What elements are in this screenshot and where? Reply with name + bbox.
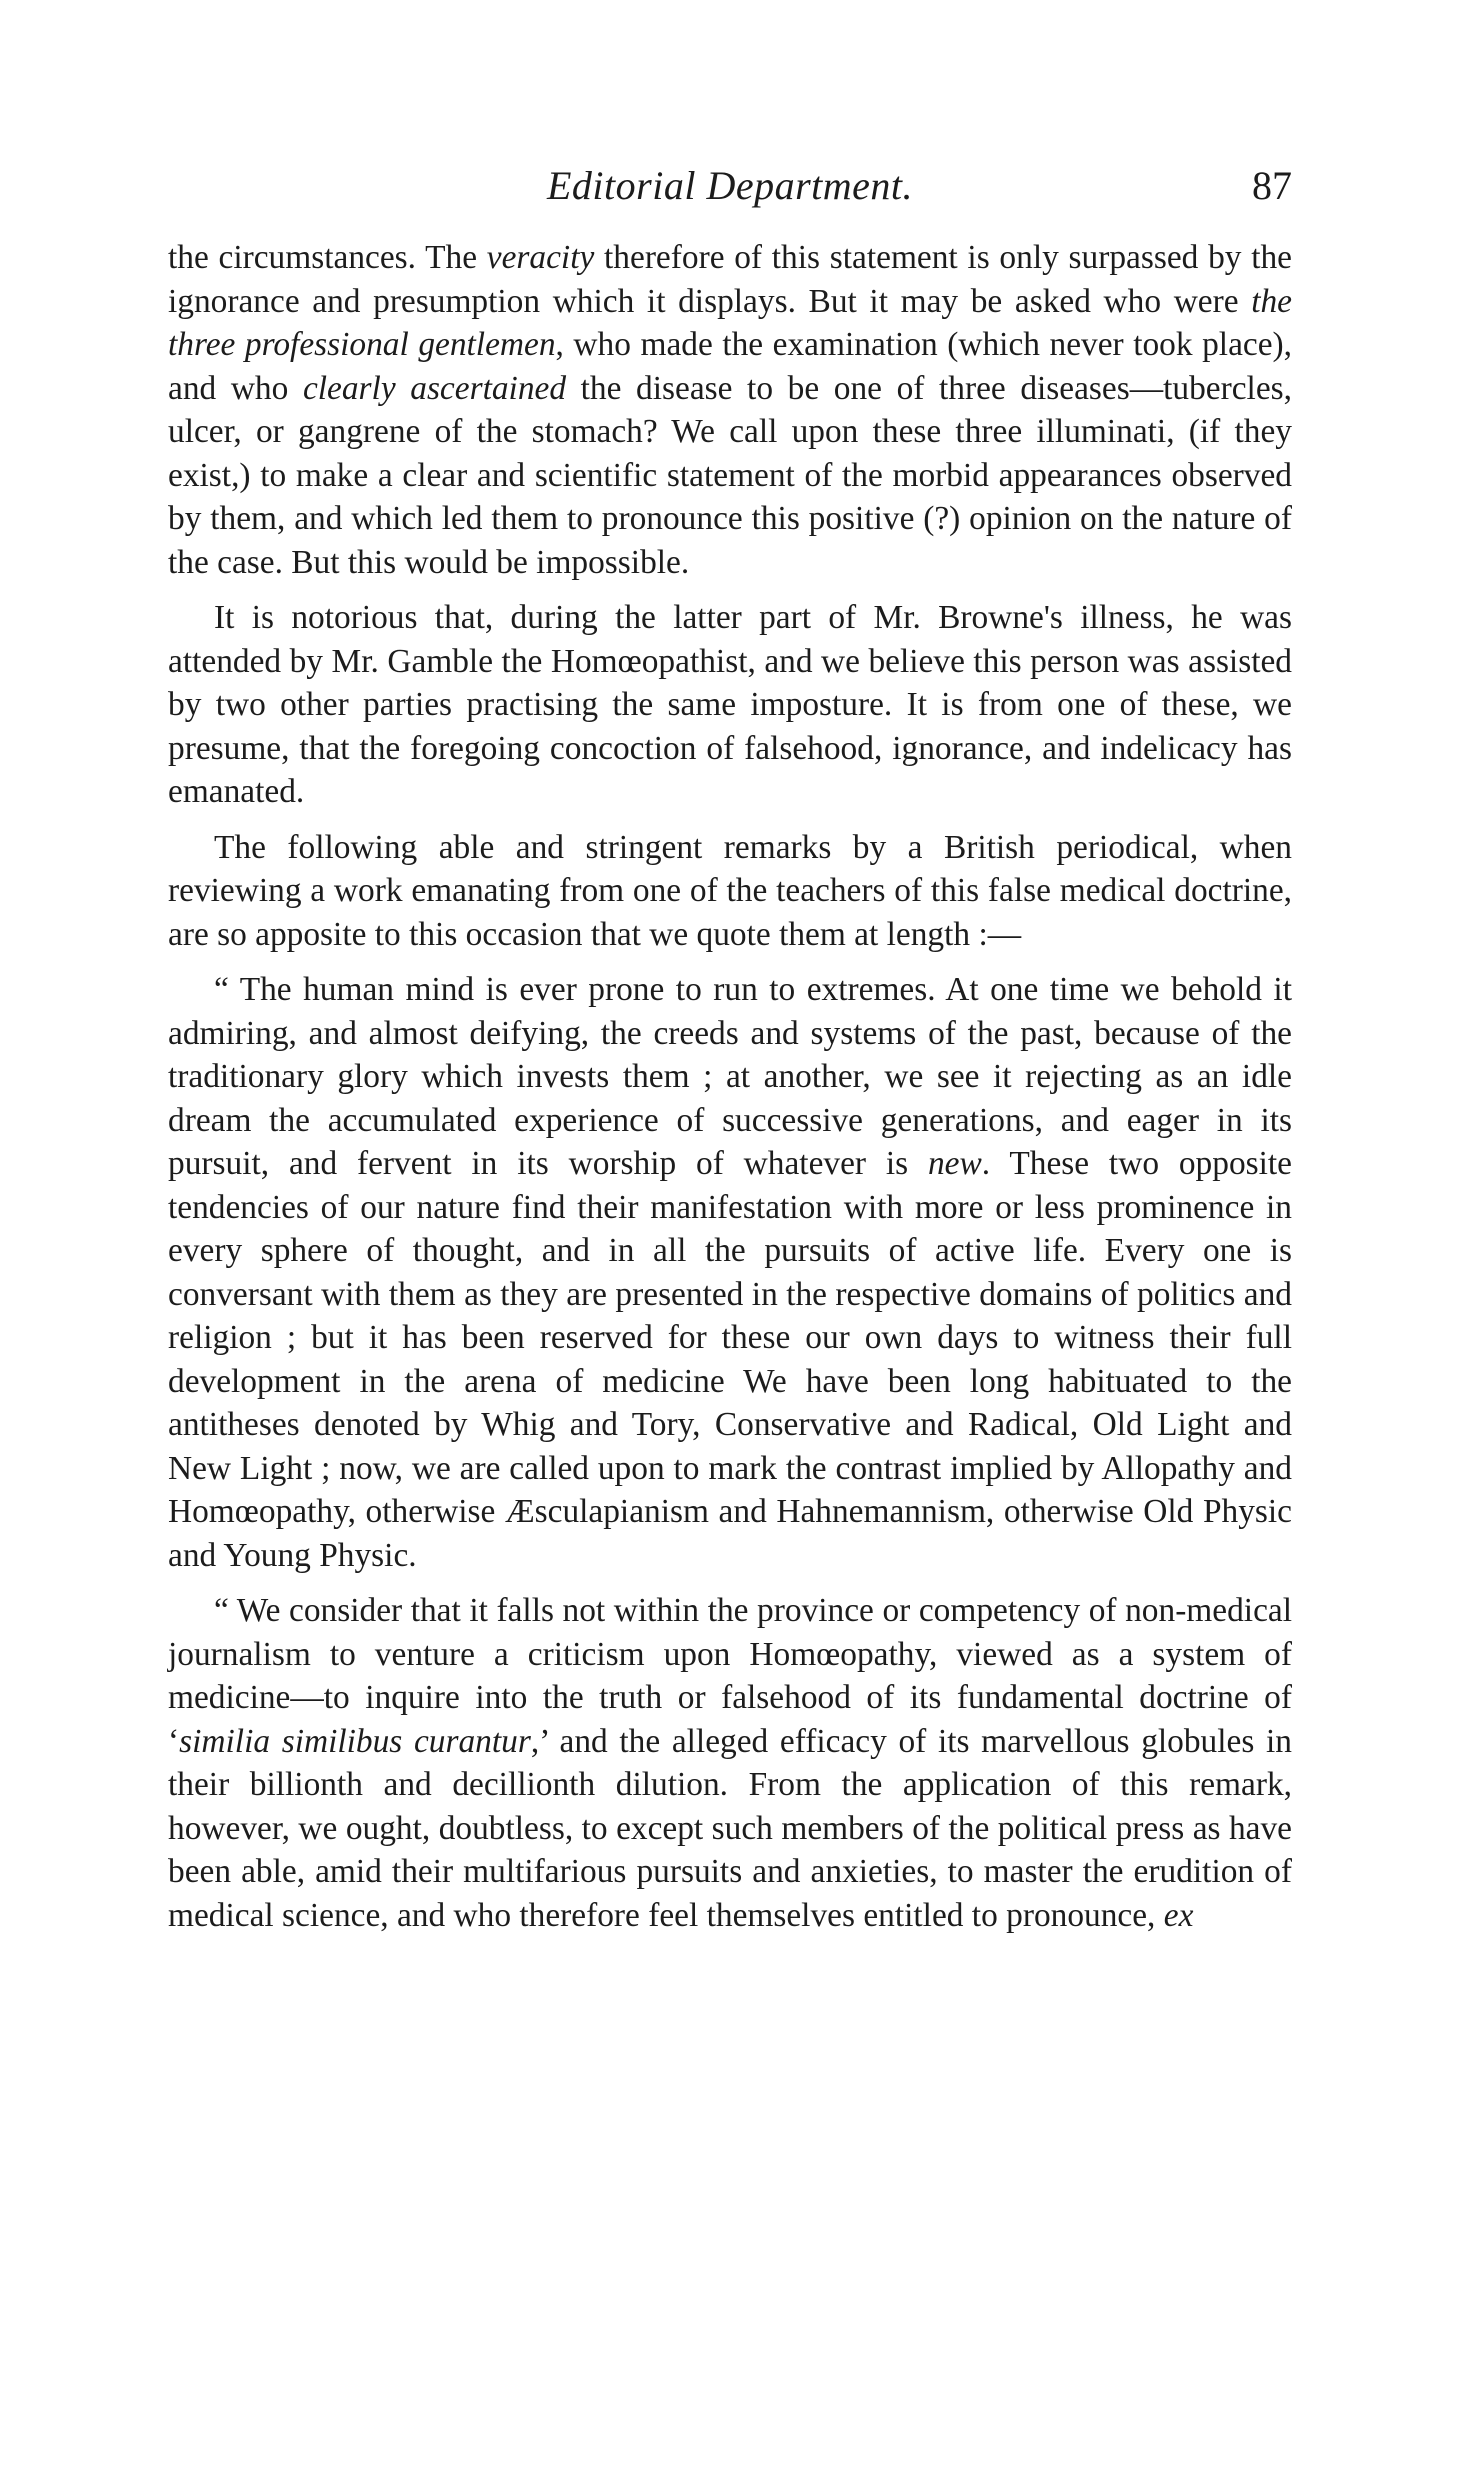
- quoted-paragraph: [168, 1589, 1292, 1937]
- italic-text: similia similibus curantur: [179, 1722, 531, 1760]
- paragraph: [168, 826, 1292, 957]
- italic-text: veracity: [486, 239, 595, 276]
- document-page: [168, 160, 1292, 1949]
- text-segment: therefore of this statement is only surpassed by the ignorance and presumption which it displays. But it may be asked who were: [168, 239, 1292, 320]
- quoted-paragraph: [168, 968, 1292, 1577]
- italic-text: clearly ascertained: [302, 369, 567, 407]
- text-segment: , who made the examination (which never took place), and who: [168, 326, 1292, 407]
- text-segment: ,’ and the alleged efficacy of its marvellous globules in their billionth and decillionth dilution. From the application of this remark, however, we ought, doubtless, to except such members of the political press as have been able, amid their multifarious pursuits and anxieties, to master the erudition of medical science, and who therefore feel themselves entitled to pronounce,: [168, 1722, 1292, 1934]
- text-segment: It is notorious that, during the latter part of Mr. Browne's illness, he was attended by Mr. Gamble the Homœopathist, and we believe this person was assisted by two other parties practising the same imposture. It is from one of these, we presume, that the foregoing concoction of falsehood, ignorance, and indelicacy has emanated.: [168, 599, 1292, 810]
- text-segment: “ We consider that it falls not within the province or competency of non-medical journalism to venture a criticism upon Homœopathy, viewed as a system of medicine—to inquire into the truth or falsehood of its fundamental doctrine of ‘: [168, 1592, 1292, 1760]
- italic-text: the three professional gentlemen: [168, 282, 1292, 363]
- text-segment: The following able and stringent remarks by a British periodical, when reviewing a work emanating from one of the teachers of this false medical doctrine, are so apposite to this occasion that we quote them at length :—: [168, 828, 1292, 953]
- text-segment: the disease to be one of three diseases—tubercles, ulcer, or gangrene of the stomach? We call upon these three illuminati, (if they exist,) to make a clear and scientific statement of the morbid appearances observed by them, and which led them to pronounce this positive (?) opinion on the nature of the case. But this would be impossible.: [168, 369, 1292, 581]
- page-number: 87: [1252, 163, 1292, 208]
- body-text: [168, 236, 1292, 1937]
- running-title: Editorial Department.: [546, 163, 914, 208]
- paragraph: [168, 596, 1292, 814]
- italic-text: ex: [1163, 1896, 1194, 1934]
- text-segment: . These two opposite tendencies of our nature find their manifestation with more or less prominence in every sphere of thought, and in all the pursuits of active life. Every one is conversant with them as they are presented in the respective domains of politics and religion ; but it has been reserved for these our own days to witness their full development in the arena of medicine We have been long habituated to the antitheses denoted by Whig and Tory, Conservative and Radical, Old Light and New Light ; now, we are called upon to mark the contrast implied by Allopathy and Homœopathy, otherwise Æsculapianism and Hahnemannism, otherwise Old Physic and Young Physic.: [168, 1145, 1293, 1574]
- italic-text: new: [927, 1145, 982, 1182]
- running-head: [168, 160, 1292, 212]
- text-segment: “ The human mind is ever prone to run to extremes. At one time we behold it admiring, and almost deifying, the creeds and systems of the past, because of the traditionary glory which invests them ; at another, we see it rejecting as an idle dream the accumulated experience of successive generations, and eager in its pursuit, and fervent in its worship of whatever is: [168, 971, 1292, 1182]
- paragraph: [168, 236, 1292, 584]
- text-segment: the circumstances. The: [168, 239, 487, 276]
